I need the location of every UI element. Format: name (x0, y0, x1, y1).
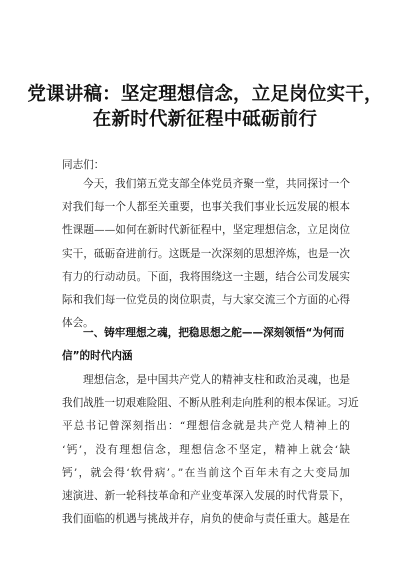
paragraph-line: 今天，我们第五党支部全体党员齐聚一堂，共同探讨一个 (83, 178, 350, 190)
paragraph-line: 性课题——如何在新时代新征程中，坚定理想信念，立足岗位 (62, 224, 350, 237)
paragraph-line: 体会。 (62, 317, 94, 330)
document-title (20, 82, 390, 132)
greeting: 同志们： (62, 159, 105, 171)
paragraph-intro (62, 173, 350, 335)
paragraph-line: 速演进、新一轮科技革命和产业变革深入发展的时代背景下， (62, 490, 350, 503)
paragraph-line: 理想信念，是中国共产党人的精神支柱和政治灵魂，也是 (83, 374, 350, 386)
paragraph-line: 实干，砥砺奋进前行。这既是一次深刻的思想淬炼，也是一次 (62, 247, 350, 260)
paragraph-line: ‘钙’，没有理想信念，理想信念不坚定，精神上就会‘缺 (62, 443, 350, 456)
paragraph-section-1 (62, 369, 359, 531)
paragraph-line: 我们战胜一切艰难险阻、不断从胜利走向胜利的根本保证。习近 (62, 397, 359, 410)
paragraph-line: 我们面临的机遇与挑战并存，肩负的使命与责任重大。越是在 (62, 513, 350, 526)
heading-line-1: 一、铸牢理想之魂，把稳思想之舵——深刻领悟“为何而 (83, 327, 345, 339)
title-line-2: 在新时代新征程中砥砺前行 (92, 109, 318, 130)
paragraph-line: 对我们每一个人都至关重要，也事关我们事业长远发展的根本 (62, 201, 350, 214)
paragraph-line: 平总书记曾深刻指出：“理想信念就是共产党人精神上的 (62, 420, 350, 433)
heading-line-2: 信”的时代内涵 (62, 350, 133, 363)
paragraph-line: 际和我们每一位党员的岗位职责，与大家交流三个方面的心得 (62, 294, 350, 307)
paragraph-line: 钙’，就会得‘软骨病’。”在当前这个百年未有之大变局加 (62, 466, 350, 479)
title-line-1: 党课讲稿：坚定理想信念，立足岗位实干， (27, 84, 383, 105)
section-heading-1 (62, 322, 350, 368)
paragraph-line: 有力的行动动员。下面，我将围绕这一主题，结合公司发展实 (62, 270, 350, 283)
